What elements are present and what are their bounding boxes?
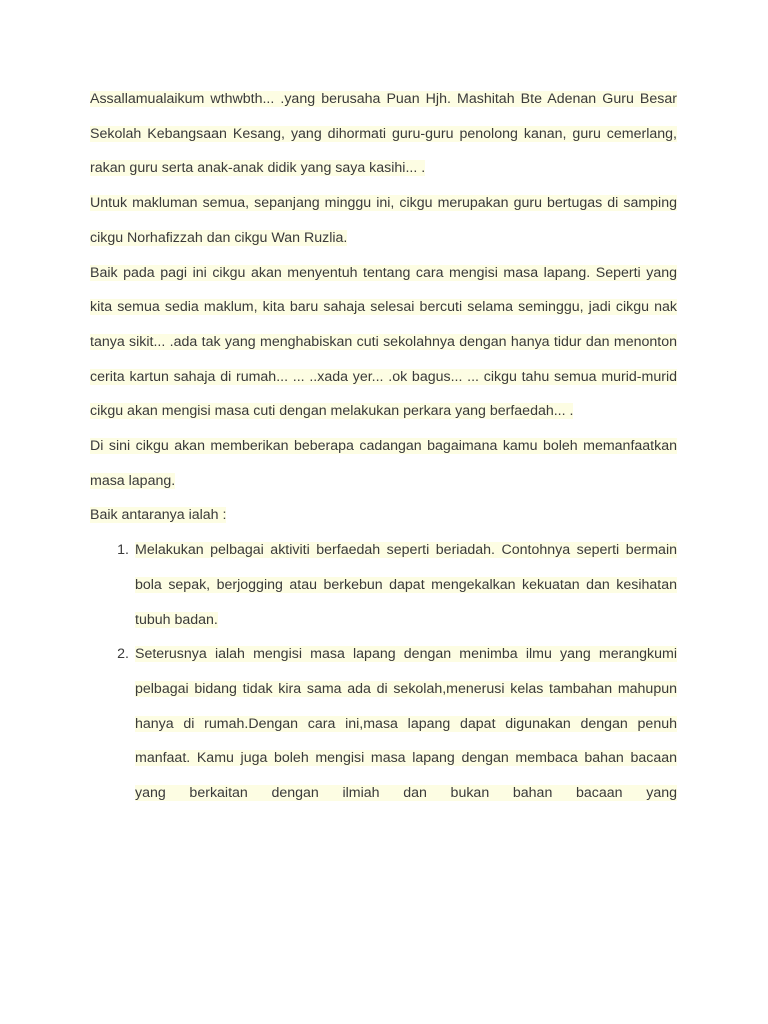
list-item-text: Seterusnya ialah mengisi masa lapang dengan menimba ilmu yang merangkumi pelbagai bidang tidak kira sama ada di sekolah,menerusi kelas tambahan mahupun hanya di rumah.Dengan cara ini,masa lapang dapat digunakan dengan penuh manfaat. Kamu juga boleh mengisi masa lapang dengan membaca bahan bacaan yang berkaitan dengan ilmiah dan bukan bahan bacaan yang — [135, 646, 677, 802]
suggestion-list — [90, 533, 677, 811]
paragraph-intro-topic-text: Baik pada pagi ini cikgu akan menyentuh tentang cara mengisi masa lapang. Seperti yang kita semua sedia maklum, kita baru sahaja selesai bercuti selama seminggu, jadi cikgu nak tanya sikit... .ada tak yang menghabiskan cuti sekolahnya dengan hanya tidur dan menonton cerita kartun sahaja di rumah... ... ..xada yer... .ok bagus... ... cikgu tahu semua murid-murid cikgu akan mengisi masa cuti dengan melakukan perkara yang berfaedah... . — [90, 264, 677, 420]
paragraph-list-lead — [90, 498, 677, 533]
paragraph-suggestions — [90, 429, 677, 498]
list-item-number: 1. — [117, 542, 129, 559]
paragraph-list-lead-text: Baik antaranya ialah : — [90, 507, 227, 524]
list-item-number: 2. — [117, 646, 129, 663]
list-item — [90, 533, 677, 637]
list-item — [90, 637, 677, 811]
list-item-text: Melakukan pelbagai aktiviti berfaedah seperti beriadah. Contohnya seperti bermain bola sepak, berjogging atau berkebun dapat mengekalkan kekuatan dan kesihatan tubuh badan. — [135, 542, 677, 628]
paragraph-suggestions-text: Di sini cikgu akan memberikan beberapa cadangan bagaimana kamu boleh memanfaatkan masa lapang. — [90, 438, 677, 489]
paragraph-greeting — [90, 82, 677, 186]
paragraph-greeting-text: Assallamualaikum wthwbth... .yang berusaha Puan Hjh. Mashitah Bte Adenan Guru Besar Sekolah Kebangsaan Kesang, yang dihormati guru-guru penolong kanan, guru cemerlang, rakan guru serta anak-anak didik yang saya kasihi... . — [90, 91, 677, 177]
document-body — [90, 82, 677, 811]
paragraph-intro-topic — [90, 256, 677, 430]
paragraph-duty-info-text: Untuk makluman semua, sepanjang minggu ini, cikgu merupakan guru bertugas di samping cikgu Norhafizzah dan cikgu Wan Ruzlia. — [90, 195, 677, 246]
paragraph-duty-info — [90, 186, 677, 255]
